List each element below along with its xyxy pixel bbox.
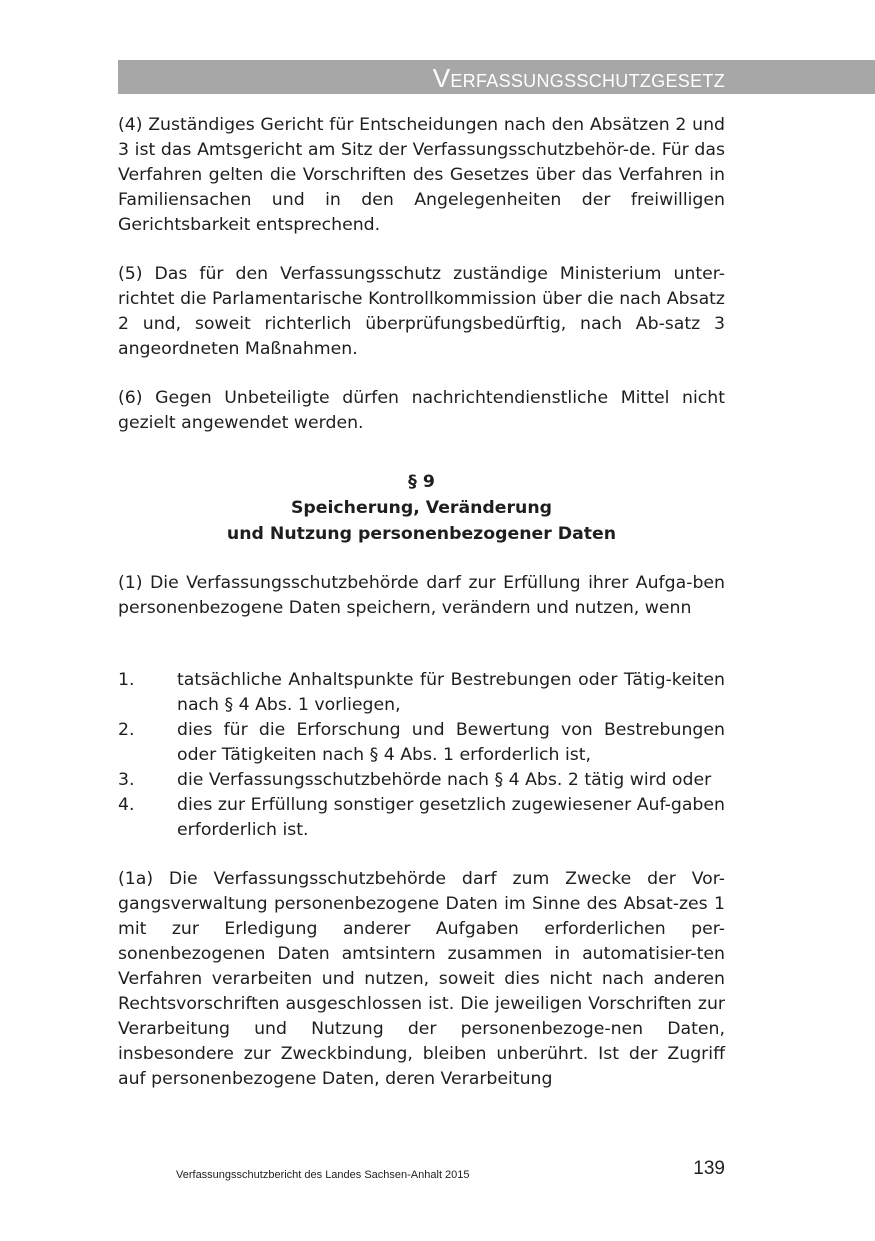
section-heading xyxy=(118,469,725,547)
paragraph-5: (5) Das für den Verfassungsschutz zuständige Ministerium unter-richtet die Parlamentarische Kontrollkommission über die nach Absatz 2 und, soweit richterlich überprüfungsbedürftig, nach Ab-satz 3 angeordneten Maßnahmen. xyxy=(118,264,725,359)
header-title: Verfassungsschutzgesetz xyxy=(432,63,725,93)
list-item-text: tatsächliche Anhaltspunkte für Bestrebungen oder Tätig-keiten nach § 4 Abs. 1 vorliegen, xyxy=(177,670,725,715)
page-number: 139 xyxy=(693,1158,725,1179)
section-title-line2: und Nutzung personenbezogener Daten xyxy=(226,524,617,544)
condition-list xyxy=(118,668,725,843)
paragraph-1a: (1a) Die Verfassungsschutzbehörde darf zum Zwecke der Vor-gangsverwaltung personenbezogene Daten im Sinne des Absat-zes 1 mit zur Erledigung anderer Aufgaben erforderlichen per-sonenbezogenen Daten amtsintern zusammen in automatisier-ten Verfahren verarbeiten und nutzen, soweit dies nicht nach anderen Rechtsvorschriften ausgeschlossen ist. Die jeweiligen Vorschriften zur Verarbeitung und Nutzung der personenbezoge-nen Daten, insbesondere zur Zweckbindung, bleiben unberührt. Ist der Zugriff auf personenbezogene Daten, deren Verarbeitung xyxy=(118,869,725,1089)
page-content xyxy=(118,113,725,1092)
section-title-line1: Speicherung, Veränderung xyxy=(290,498,553,518)
list-item xyxy=(118,668,725,718)
list-item-number: 4. xyxy=(118,795,135,815)
list-item-text: dies für die Erforschung und Bewertung von Bestrebungen oder Tätigkeiten nach § 4 Abs. 1 erforderlich ist, xyxy=(177,720,725,765)
list-item-number: 2. xyxy=(118,720,135,740)
list-item xyxy=(118,718,725,768)
section-number: § 9 xyxy=(408,472,435,492)
list-item-number: 1. xyxy=(118,670,135,690)
paragraph-1-intro: (1) Die Verfassungsschutzbehörde darf zur Erfüllung ihrer Aufga-ben personenbezogene Daten speichern, verändern und nutzen, wenn xyxy=(118,573,725,618)
list-item-number: 3. xyxy=(118,770,135,790)
list-item-text: dies zur Erfüllung sonstiger gesetzlich zugewiesener Auf-gaben erforderlich ist. xyxy=(177,795,725,840)
footer-text: Verfassungsschutzbericht des Landes Sachsen-Anhalt 2015 xyxy=(176,1169,470,1181)
list-item xyxy=(118,768,725,793)
paragraph-6: (6) Gegen Unbeteiligte dürfen nachrichtendienstliche Mittel nicht gezielt angewendet werden. xyxy=(118,388,725,433)
paragraph-4: (4) Zuständiges Gericht für Entscheidungen nach den Absätzen 2 und 3 ist das Amtsgericht am Sitz der Verfassungsschutzbehör-de. Für das Verfahren gelten die Vorschriften des Gesetzes über das Verfahren in Familiensachen und in den Angelegenheiten der freiwilligen Gerichtsbarkeit entsprechend. xyxy=(118,115,725,235)
list-item xyxy=(118,793,725,843)
list-item-text: die Verfassungsschutzbehörde nach § 4 Abs. 2 tätig wird oder xyxy=(177,770,712,790)
